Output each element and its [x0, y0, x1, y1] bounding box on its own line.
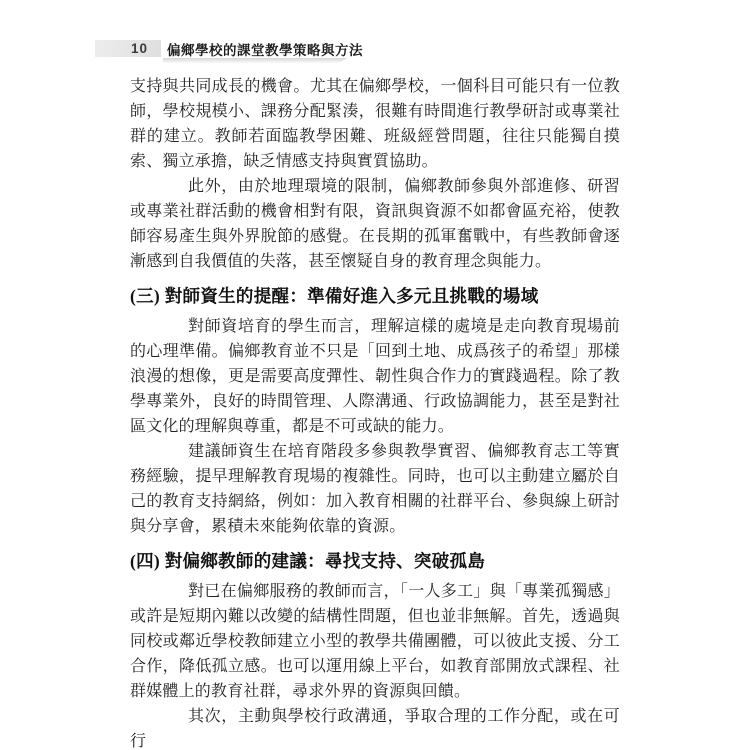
- body-paragraph: 建議師資生在培育階段多參與教學實習、偏鄉教育志工等實務經驗，提早理解教育現場的複雜性。同時，也可以主動建立屬於自己的教育支持網絡，例如：加入教育相關的社群平台、參與線上研討與分享會，累積未來能夠依靠的資源。: [130, 443, 620, 535]
- page-number-band: [95, 40, 161, 57]
- header-shadow-ribbon: [163, 58, 347, 63]
- body-paragraph: 支持與共同成長的機會。尤其在偏鄉學校，一個科目可能只有一位教師，學校規模小、課務分配緊湊，很難有時間進行教學研討或專業社群的建立。教師若面臨教學困難、班級經營問題，往往只能獨自摸索、獨立承擔，缺乏情感支持與實質協助。: [130, 78, 620, 170]
- section-heading: (四) 對偏鄉教師的建議：尋找支持、突破孤島: [130, 551, 486, 571]
- body-paragraph: 其次，主動與學校行政溝通，爭取合理的工作分配，或在可行: [130, 708, 620, 750]
- body-paragraph: 對師資培育的學生而言，理解這樣的處境是走向教育現場前的心理準備。偏鄉教育並不只是「回到土地、成爲孩子的希望」那樣浪漫的想像，更是需要高度彈性、韌性與合作力的實踐過程。除了教學專業外，良好的時間管理、人際溝通、行政協調能力，甚至是對社區文化的理解與尊重，都是不可或缺的能力。: [130, 318, 620, 435]
- body-paragraph: 對已在偏鄉服務的教師而言，「一人多工」與「專業孤獨感」或許是短期內難以改變的結構性問題，但也並非無解。首先，透過與同校或鄰近學校教師建立小型的教學共備團體，可以彼此支援、分工合作，降低孤立感。也可以運用線上平台，如教育部開放式課程、社群媒體上的教育社群，尋求外界的資源與回饋。: [130, 583, 620, 700]
- section-heading: (三) 對師資生的提醒：準備好進入多元且挑戰的場域: [130, 286, 539, 306]
- book-title: 偏鄉學校的課堂教學策略與方法: [167, 43, 363, 58]
- page-content: [130, 74, 620, 750]
- body-paragraph: 此外，由於地理環境的限制，偏鄉教師參與外部進修、研習或專業社群活動的機會相對有限，資訊與資源不如都會區充裕，使教師容易產生與外界脫節的感覺。在長期的孤軍奮戰中，有些教師會逐漸感到自我價值的失落，甚至懷疑自身的教育理念與能力。: [130, 178, 620, 270]
- page-number: 10: [130, 41, 148, 56]
- page-header: [0, 38, 750, 64]
